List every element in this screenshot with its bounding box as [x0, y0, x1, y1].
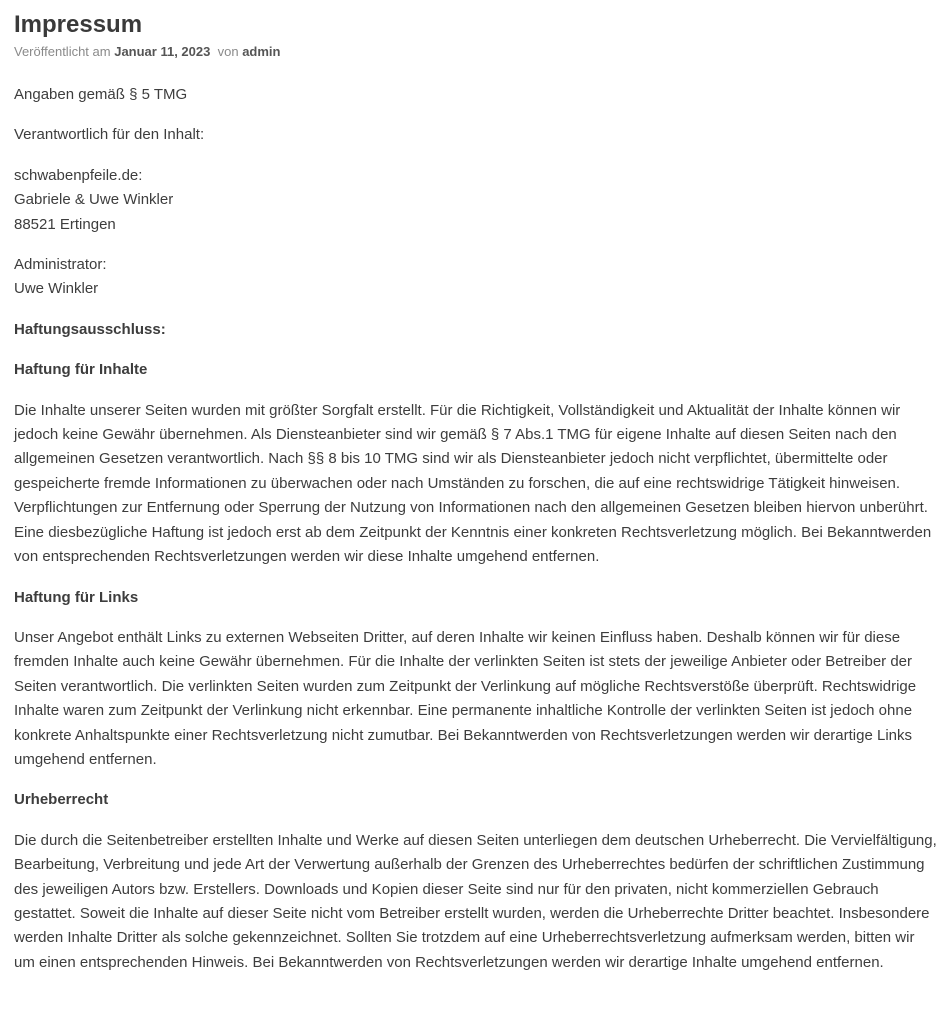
links-liability-text: Unser Angebot enthält Links zu externen Webseiten Dritter, auf deren Inhalte wir keinen Einfluss haben. Deshalb können wir für diese fremden Inhalte auch keine Gewähr übernehmen. Für die Inhalte der verlinkten Seiten ist stets der jeweilige Anbieter oder Betreiber der Seiten verantwortlich. Die verlinkten Seiten wurden zum Zeitpunkt der Verlinkung auf mögliche Rechtsverstöße überprüft. Rechtswidrige Inhalte waren zum Zeitpunkt der Verlinkung nicht erkennbar. Eine permanente inhaltliche Kontrolle der verlinkten Seiten ist jedoch ohne konkrete Anhaltspunkte einer Rechtsverletzung nicht zumutbar. Bei Bekanntwerden von Rechtsverletzungen werden wir derartige Links umgehend entfernen.: [14, 628, 917, 768]
copyright-text: Die durch die Seitenbetreiber erstellten Inhalte und Werke auf diesen Seiten unterliegen dem deutschen Urheberrecht. Die Vervielfältigung, Bearbeitung, Verbreitung und jede Art der Verwertung außerhalb der Grenzen des Urheberrechtes bedürfen der schriftlichen Zustimmung des jeweiligen Autors bzw. Erstellers. Downloads und Kopien dieser Seite sind nur für den privaten, nicht kommerziellen Gebrauch gestattet. Soweit die Inhalte auf dieser Seite nicht vom Betreiber erstellt wurden, werden die Urheberrechte Dritter beachtet. Insbesondere werden Inhalte Dritter als solche gekennzeichnet. Sollten Sie trotzdem auf eine Urheberrechtsverletzung aufmerksam werden, bitten wir um einen entsprechenden Hinweis. Bei Bekanntwerden von Rechtsverletzungen werden wir derartige Inhalte umgehend entfernen.: [14, 831, 937, 971]
tmg-note: Angaben gemäß § 5 TMG: [14, 86, 188, 103]
admin-name: Uwe Winkler: [14, 280, 99, 298]
responsible-label: Verantwortlich für den Inhalt:: [14, 126, 205, 144]
article-content: [14, 83, 938, 975]
published-prefix: Veröffentlicht am: [14, 44, 111, 59]
address-city: 88521 Ertingen: [14, 215, 116, 233]
address-names: Gabriele & Uwe Winkler: [14, 191, 174, 209]
post-date[interactable]: Januar 11, 2023: [114, 44, 211, 59]
content-liability-text: Die Inhalte unserer Seiten wurden mit größter Sorgfalt erstellt. Für die Richtigkeit, Vollständigkeit und Aktualität der Inhalte können wir jedoch keine Gewähr übernehmen. Als Diensteanbieter sind wir gemäß § 7 Abs.1 TMG für eigene Inhalte auf diesen Seiten nach den allgemeinen Gesetzen verantwortlich. Nach §§ 8 bis 10 TMG sind wir als Diensteanbieter jedoch nicht verpflichtet, übermittelte oder gespeicherte fremde Informationen zu überwachen oder nach Umständen zu forschen, die auf eine rechtswidrige Tätigkeit hinweisen. Verpflichtungen zur Entfernung oder Sperrung der Nutzung von Informationen nach den allgemeinen Gesetzen bleiben hiervon unberührt. Eine diesbezügliche Haftung ist jedoch erst ab dem Zeitpunkt der Kenntnis einer konkreten Rechtsverletzung möglich. Bei Bekanntwerden von entsprechenden Rechtsverletzungen werden wir diese Inhalte umgehend entfernen.: [14, 401, 932, 566]
address-block: [14, 164, 938, 237]
disclaimer-heading: Haftungsausschluss:: [14, 320, 166, 338]
author-prefix: von: [217, 44, 239, 59]
post-meta: [14, 43, 938, 61]
content-liability-heading: Haftung für Inhalte: [14, 361, 148, 379]
address-site: schwabenpfeile.de:: [14, 166, 143, 184]
admin-block: [14, 253, 938, 302]
author-link[interactable]: admin: [242, 44, 281, 59]
links-liability-heading: Haftung für Links: [14, 588, 139, 606]
page-title: Impressum: [14, 11, 143, 38]
copyright-heading: Urheberrecht: [14, 791, 109, 809]
admin-label: Administrator:: [14, 256, 107, 274]
